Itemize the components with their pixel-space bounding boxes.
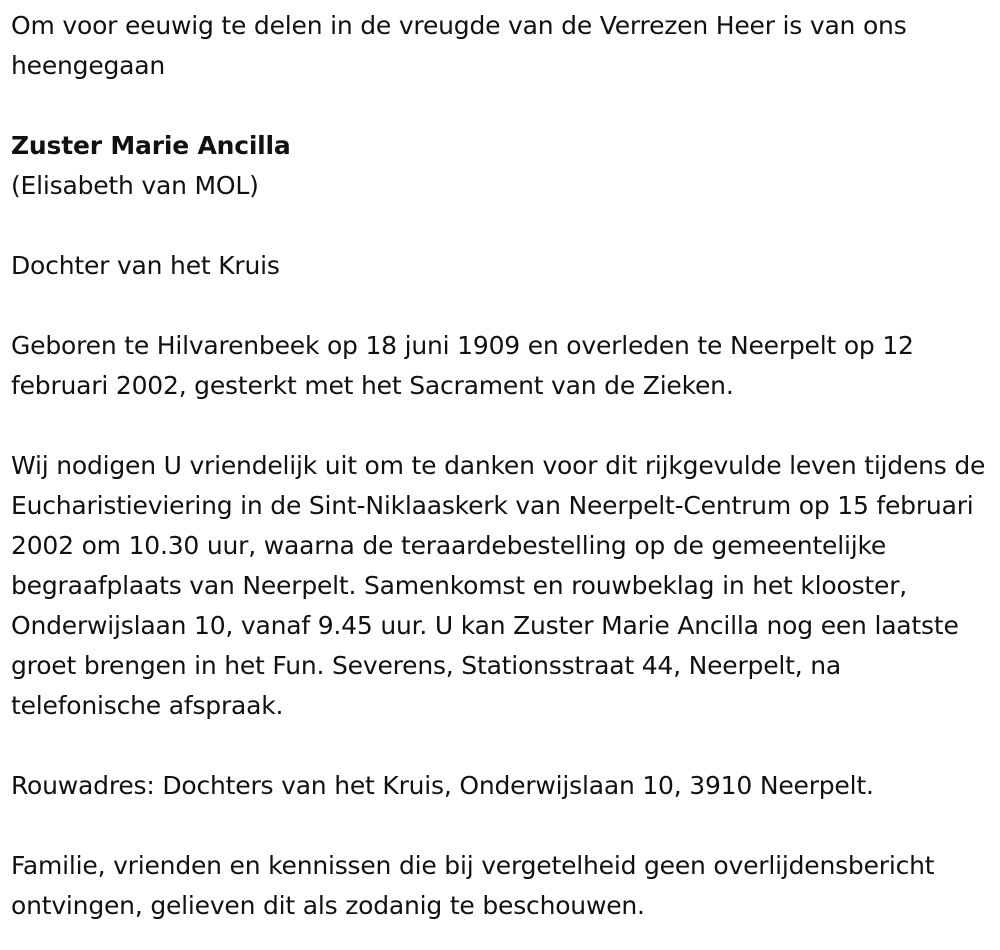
congregation: Dochter van het Kruis: [11, 251, 280, 280]
death-notice: [11, 6, 996, 926]
spacer: [11, 806, 996, 846]
spacer: [11, 206, 996, 246]
spacer: [11, 86, 996, 126]
intro-paragraph: Om voor eeuwig te delen in de vreugde van de Verrezen Heer is van ons heengegaan: [11, 11, 907, 80]
invitation-paragraph: Wij nodigen U vriendelijk uit om te danken voor dit rijkgevulde leven tijdens de Eucharistieviering in de Sint-Niklaaskerk van Neerpelt-Centrum op 15 februari 2002 om 10.30 uur, waarna de teraardebestelling op de gemeentelijke begraafplaats van Neerpelt. Samenkomst en rouwbeklag in het klooster, Onderwijslaan 10, vanaf 9.45 uur. U kan Zuster Marie Ancilla nog een laatste groet brengen in het Fun. Severens, Stationsstraat 44, Neerpelt, na telefonische afspraak.: [11, 451, 986, 720]
spacer: [11, 286, 996, 326]
closing-paragraph: Familie, vrienden en kennissen die bij vergetelheid geen overlijdensbericht ontvingen, gelieven dit als zodanig te beschouwen.: [11, 851, 935, 920]
civil-name: (Elisabeth van MOL): [11, 171, 259, 200]
spacer: [11, 406, 996, 446]
deceased-name: Zuster Marie Ancilla: [11, 131, 291, 160]
mourning-address: Rouwadres: Dochters van het Kruis, Onderwijslaan 10, 3910 Neerpelt.: [11, 771, 874, 800]
birth-death-paragraph: Geboren te Hilvarenbeek op 18 juni 1909 en overleden te Neerpelt op 12 februari 2002, gesterkt met het Sacrament van de Zieken.: [11, 331, 914, 400]
spacer: [11, 726, 996, 766]
